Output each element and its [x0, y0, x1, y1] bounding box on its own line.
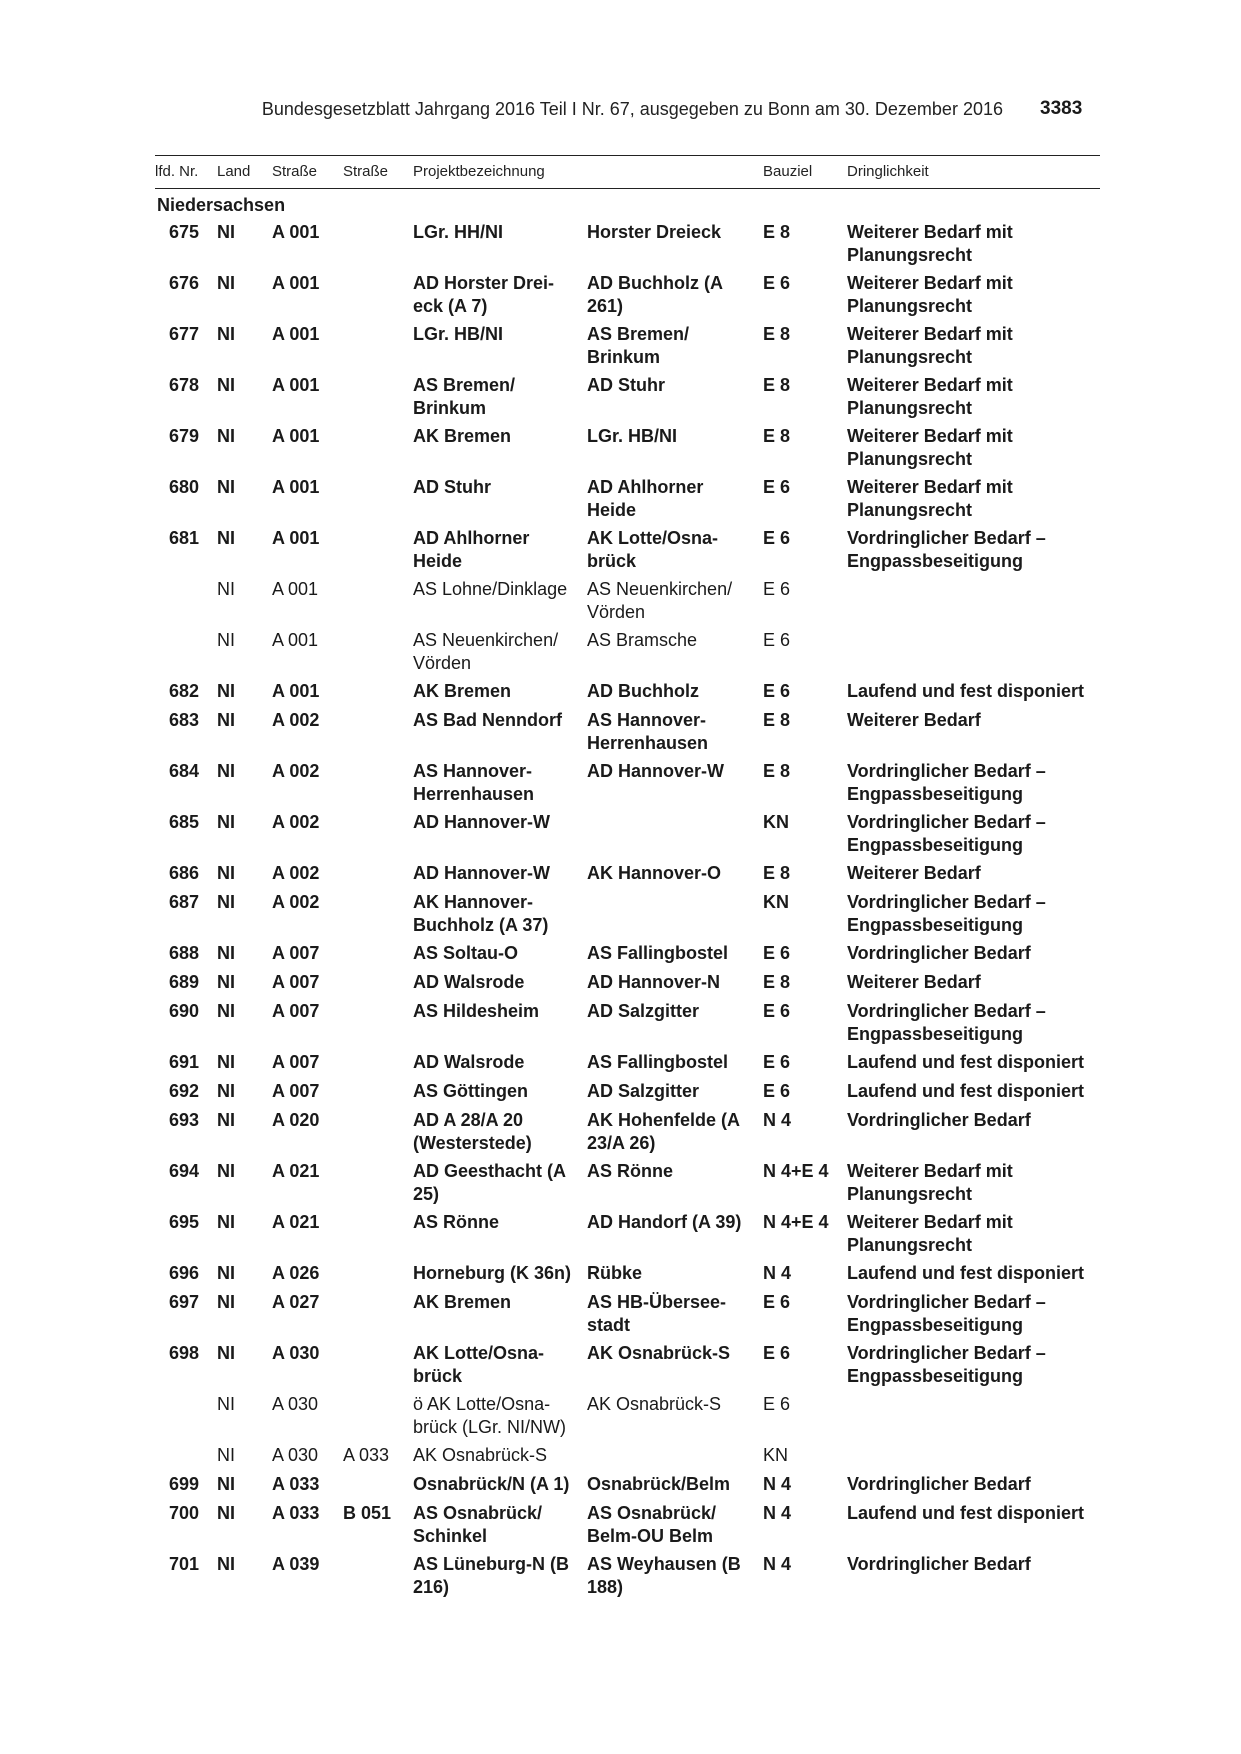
cell-nr: 687 — [168, 892, 199, 912]
cell-strasse-1: A 001 — [272, 324, 320, 344]
cell-land: NI — [217, 630, 235, 650]
cell-nr: 686 — [168, 863, 199, 883]
table-row — [155, 709, 1100, 760]
cell-bis: AK Osnabrück-S — [587, 1394, 722, 1414]
cell-strasse-1: A 021 — [272, 1212, 320, 1232]
cell-von: AD Hannover-W — [413, 863, 551, 883]
cell-bauziel: E 6 — [763, 943, 791, 963]
column-header-row — [155, 156, 1100, 188]
cell-bis: AD Stuhr — [587, 375, 665, 395]
cell-dringlichkeit: Laufend und fest disponiert — [847, 1052, 1084, 1072]
cell-dringlichkeit: Vordringlicher Bedarf – Engpassbeseitigung — [847, 528, 1046, 571]
cell-von: AS Lohne/Dinklage — [413, 579, 568, 599]
cell-land: NI — [217, 812, 235, 832]
cell-von: AD Stuhr — [413, 477, 491, 497]
cell-dringlichkeit: Weiterer Bedarf mit Planungsrecht — [847, 324, 1013, 367]
cell-dringlichkeit: Laufend und fest disponiert — [847, 681, 1084, 701]
cell-bis: Horster Dreieck — [587, 222, 722, 242]
cell-nr: 682 — [168, 681, 199, 701]
cell-bis: AD Buchholz (A 261) — [587, 273, 723, 316]
cell-bauziel: N 4+E 4 — [763, 1212, 829, 1232]
cell-land: NI — [217, 1161, 235, 1181]
cell-nr: 700 — [168, 1503, 199, 1523]
cell-bis: AD Handorf (A 39) — [587, 1212, 742, 1232]
cell-land: NI — [217, 375, 235, 395]
cell-bauziel: E 6 — [763, 528, 791, 548]
cell-bis: AK Hohenfelde (A 23/A 26) — [587, 1110, 740, 1153]
cell-dringlichkeit: Weiterer Bedarf — [847, 972, 981, 992]
cell-nr: 694 — [168, 1161, 199, 1181]
cell-dringlichkeit: Vordringlicher Bedarf – Engpassbeseitigung — [847, 1292, 1046, 1335]
cell-nr: 691 — [168, 1052, 199, 1072]
cell-bauziel: N 4 — [763, 1263, 792, 1283]
cell-dringlichkeit: Weiterer Bedarf — [847, 710, 981, 730]
cell-von: AS Bad Nenndorf — [413, 710, 563, 730]
cell-von: AD Walsrode — [413, 972, 525, 992]
cell-bauziel: N 4 — [763, 1554, 792, 1574]
cell-land: NI — [217, 761, 235, 781]
cell-von: AS Lüneburg-N (B 216) — [413, 1554, 569, 1597]
cell-von: AS Bremen/ Brinkum — [413, 375, 516, 418]
cell-land: NI — [217, 863, 235, 883]
cell-bauziel: E 6 — [763, 681, 791, 701]
cell-land: NI — [217, 1474, 235, 1494]
cell-dringlichkeit: Weiterer Bedarf mit Planungsrecht — [847, 222, 1013, 265]
cell-von: AK Lotte/Osna-brück — [413, 1343, 545, 1386]
cell-bis: AS Bremen/ Brinkum — [587, 324, 690, 367]
cell-von: AD Horster Drei-eck (A 7) — [413, 273, 555, 316]
table-row — [155, 1553, 1100, 1604]
cell-land: NI — [217, 943, 235, 963]
cell-nr: 693 — [168, 1110, 199, 1130]
cell-strasse-1: A 001 — [272, 273, 320, 293]
cell-dringlichkeit: Vordringlicher Bedarf — [847, 943, 1031, 963]
table-row — [155, 578, 1100, 629]
cell-von: LGr. HH/NI — [413, 222, 504, 242]
cell-bauziel: E 6 — [763, 579, 791, 599]
cell-nr: 698 — [168, 1343, 199, 1363]
cell-dringlichkeit: Weiterer Bedarf mit Planungsrecht — [847, 477, 1013, 520]
table-row — [155, 272, 1100, 323]
cell-dringlichkeit: Vordringlicher Bedarf — [847, 1554, 1031, 1574]
cell-von: AK Bremen — [413, 426, 512, 446]
cell-nr: 695 — [168, 1212, 199, 1232]
cell-dringlichkeit: Vordringlicher Bedarf — [847, 1474, 1031, 1494]
table-row — [155, 942, 1100, 971]
cell-bauziel: N 4 — [763, 1474, 792, 1494]
cell-land: NI — [217, 1292, 235, 1312]
cell-strasse-1: A 033 — [272, 1503, 320, 1523]
section-title: Niedersachsen — [157, 195, 286, 215]
cell-strasse-1: A 002 — [272, 892, 320, 912]
cell-bauziel: N 4 — [763, 1110, 792, 1130]
cell-bis: AS Weyhausen (B 188) — [587, 1554, 741, 1597]
cell-strasse-1: A 007 — [272, 1001, 320, 1021]
col-header-land: Land — [217, 163, 251, 180]
table-row — [155, 1342, 1100, 1393]
cell-von: AD Geesthacht (A 25) — [413, 1161, 566, 1204]
cell-bauziel: N 4 — [763, 1503, 792, 1523]
cell-nr: 677 — [168, 324, 199, 344]
cell-bauziel: E 6 — [763, 273, 791, 293]
cell-nr: 684 — [168, 761, 199, 781]
cell-von: Horneburg (K 36n) — [413, 1263, 572, 1283]
cell-land: NI — [217, 273, 235, 293]
cell-dringlichkeit: Weiterer Bedarf mit Planungsrecht — [847, 273, 1013, 316]
cell-nr: 699 — [168, 1474, 199, 1494]
cell-land: NI — [217, 1212, 235, 1232]
cell-land: NI — [217, 222, 235, 242]
cell-strasse-1: A 001 — [272, 579, 319, 599]
cell-land: NI — [217, 892, 235, 912]
cell-land: NI — [217, 1081, 235, 1101]
cell-nr: 675 — [168, 222, 199, 242]
cell-von: AS Neuenkirchen/ Vörden — [413, 630, 559, 673]
col-header-bauziel: Bauziel — [763, 163, 813, 180]
cell-strasse-1: A 030 — [272, 1445, 319, 1465]
cell-dringlichkeit: Laufend und fest disponiert — [847, 1081, 1084, 1101]
cell-bauziel: KN — [763, 812, 789, 832]
cell-bauziel: KN — [763, 1445, 789, 1465]
cell-von: ö AK Lotte/Osna-brück (LGr. NI/NW) — [413, 1394, 567, 1437]
cell-dringlichkeit: Vordringlicher Bedarf – Engpassbeseitigung — [847, 812, 1046, 855]
cell-nr: 689 — [168, 972, 199, 992]
cell-bauziel: E 8 — [763, 863, 791, 883]
cell-nr: 685 — [168, 812, 199, 832]
cell-strasse-1: A 001 — [272, 630, 319, 650]
cell-bis: AD Buchholz — [587, 681, 699, 701]
cell-land: NI — [217, 1263, 235, 1283]
cell-von: AS Hannover-Herrenhausen — [413, 761, 535, 804]
cell-bauziel: E 6 — [763, 477, 791, 497]
table-row — [155, 680, 1100, 709]
cell-dringlichkeit: Weiterer Bedarf mit Planungsrecht — [847, 375, 1013, 418]
cell-bis: AS Hannover-Herrenhausen — [587, 710, 709, 753]
table-row — [155, 221, 1100, 272]
cell-strasse-2: A 033 — [343, 1445, 390, 1465]
cell-strasse-1: A 033 — [272, 1474, 320, 1494]
cell-strasse-1: A 030 — [272, 1343, 320, 1363]
cell-nr: 690 — [168, 1001, 199, 1021]
cell-strasse-1: A 007 — [272, 972, 320, 992]
cell-strasse-1: A 026 — [272, 1263, 320, 1283]
cell-nr: 680 — [168, 477, 199, 497]
table-row — [155, 1211, 1100, 1262]
col-header-nr: lfd. Nr. — [155, 163, 199, 180]
cell-bis: AS Osnabrück/ Belm-OU Belm — [587, 1503, 717, 1546]
cell-von: AD Hannover-W — [413, 812, 551, 832]
cell-strasse-1: A 001 — [272, 375, 320, 395]
table-row — [155, 476, 1100, 527]
table-row — [155, 1444, 1100, 1473]
cell-land: NI — [217, 1052, 235, 1072]
cell-land: NI — [217, 579, 235, 599]
cell-bis: AS Fallingbostel — [587, 943, 729, 963]
cell-bauziel: E 8 — [763, 761, 791, 781]
cell-strasse-1: A 001 — [272, 426, 320, 446]
cell-bis: AS Neuenkirchen/ Vörden — [587, 579, 733, 622]
cell-von: AK Hannover-Buchholz (A 37) — [413, 892, 549, 935]
cell-strasse-1: A 027 — [272, 1292, 320, 1312]
cell-nr: 696 — [168, 1263, 199, 1283]
cell-land: NI — [217, 1001, 235, 1021]
cell-nr: 678 — [168, 375, 199, 395]
page-number: 3383 — [1040, 98, 1083, 119]
cell-von: AD Ahlhorner Heide — [413, 528, 530, 571]
cell-bauziel: E 6 — [763, 630, 791, 650]
cell-land: NI — [217, 681, 235, 701]
cell-bauziel: E 6 — [763, 1081, 791, 1101]
cell-von: AK Bremen — [413, 1292, 512, 1312]
cell-von: LGr. HB/NI — [413, 324, 504, 344]
cell-land: NI — [217, 1445, 235, 1465]
cell-bauziel: E 6 — [763, 1052, 791, 1072]
col-header-projekt: Projektbezeichnung — [413, 163, 545, 180]
cell-nr: 676 — [168, 273, 199, 293]
cell-bauziel: E 6 — [763, 1292, 791, 1312]
cell-strasse-1: A 007 — [272, 1052, 320, 1072]
cell-strasse-2: B 051 — [343, 1503, 392, 1523]
cell-bauziel: E 8 — [763, 972, 791, 992]
cell-bis: AS HB-Übersee-stadt — [587, 1292, 727, 1335]
cell-land: NI — [217, 426, 235, 446]
cell-von: AS Rönne — [413, 1212, 500, 1232]
cell-dringlichkeit: Laufend und fest disponiert — [847, 1503, 1084, 1523]
cell-land: NI — [217, 1343, 235, 1363]
cell-von: AS Hildesheim — [413, 1001, 540, 1021]
table-row — [155, 760, 1100, 811]
cell-bis: AD Salzgitter — [587, 1081, 700, 1101]
cell-von: Osnabrück/N (A 1) — [413, 1474, 570, 1494]
cell-strasse-1: A 002 — [272, 710, 320, 730]
cell-von: AD A 28/A 20 (Westerstede) — [413, 1110, 532, 1153]
table-row — [155, 629, 1100, 680]
cell-bis: AK Osnabrück-S — [587, 1343, 731, 1363]
cell-von: AD Walsrode — [413, 1052, 525, 1072]
cell-bauziel: E 8 — [763, 324, 791, 344]
table-row — [155, 1080, 1100, 1109]
cell-bauziel: E 8 — [763, 426, 791, 446]
cell-nr: 701 — [168, 1554, 199, 1574]
cell-nr: 679 — [168, 426, 199, 446]
table-row — [155, 1291, 1100, 1342]
table-row — [155, 1109, 1100, 1160]
col-header-strasse-2: Straße — [343, 163, 389, 180]
cell-bis: AK Hannover-O — [587, 863, 722, 883]
table-row — [155, 1262, 1100, 1291]
cell-von: AS Osnabrück/ Schinkel — [413, 1503, 543, 1546]
cell-nr: 688 — [168, 943, 199, 963]
cell-bis: AD Ahlhorner Heide — [587, 477, 704, 520]
cell-bauziel: E 6 — [763, 1343, 791, 1363]
table-row — [155, 971, 1100, 1000]
cell-strasse-1: A 030 — [272, 1394, 319, 1414]
cell-land: NI — [217, 528, 235, 548]
cell-strasse-1: A 001 — [272, 222, 320, 242]
cell-strasse-1: A 002 — [272, 812, 320, 832]
table-row — [155, 1051, 1100, 1080]
cell-bauziel: KN — [763, 892, 789, 912]
cell-dringlichkeit: Vordringlicher Bedarf – Engpassbeseitigung — [847, 1343, 1046, 1386]
table-row — [155, 1160, 1100, 1211]
table-row — [155, 862, 1100, 891]
table-row — [155, 323, 1100, 374]
cell-bis: AS Fallingbostel — [587, 1052, 729, 1072]
table-row — [155, 1393, 1100, 1444]
cell-dringlichkeit: Vordringlicher Bedarf — [847, 1110, 1031, 1130]
cell-land: NI — [217, 477, 235, 497]
cell-bauziel: N 4+E 4 — [763, 1161, 829, 1181]
table-body — [155, 221, 1100, 1604]
cell-bis: AD Salzgitter — [587, 1001, 700, 1021]
cell-bis: LGr. HB/NI — [587, 426, 678, 446]
cell-bis: Rübke — [587, 1263, 643, 1283]
cell-dringlichkeit: Vordringlicher Bedarf – Engpassbeseitigung — [847, 761, 1046, 804]
col-header-dringlichkeit: Dringlichkeit — [847, 163, 929, 180]
cell-nr: 692 — [168, 1081, 199, 1101]
cell-strasse-1: A 002 — [272, 863, 320, 883]
cell-dringlichkeit: Weiterer Bedarf — [847, 863, 981, 883]
table-row — [155, 425, 1100, 476]
cell-von: AS Göttingen — [413, 1081, 528, 1101]
cell-strasse-1: A 001 — [272, 528, 320, 548]
cell-von: AK Osnabrück-S — [413, 1445, 548, 1465]
cell-bis: AS Bramsche — [587, 630, 698, 650]
table-row — [155, 811, 1100, 862]
cell-land: NI — [217, 1503, 235, 1523]
cell-bis: Osnabrück/Belm — [587, 1474, 731, 1494]
cell-bauziel: E 8 — [763, 710, 791, 730]
cell-bauziel: E 8 — [763, 375, 791, 395]
table-row — [155, 1473, 1100, 1502]
cell-strasse-1: A 021 — [272, 1161, 320, 1181]
cell-land: NI — [217, 972, 235, 992]
cell-dringlichkeit: Weiterer Bedarf mit Planungsrecht — [847, 1161, 1013, 1204]
cell-nr: 683 — [168, 710, 199, 730]
cell-strasse-1: A 002 — [272, 761, 320, 781]
col-header-strasse-1: Straße — [272, 163, 318, 180]
project-table — [155, 155, 1100, 1604]
cell-dringlichkeit: Weiterer Bedarf mit Planungsrecht — [847, 426, 1013, 469]
table-row — [155, 1502, 1100, 1553]
cell-land: NI — [217, 324, 235, 344]
cell-bis: AK Lotte/Osna-brück — [587, 528, 719, 571]
table-row — [155, 527, 1100, 578]
cell-land: NI — [217, 1554, 235, 1574]
cell-land: NI — [217, 1110, 235, 1130]
cell-strasse-1: A 001 — [272, 477, 320, 497]
cell-nr: 697 — [168, 1292, 199, 1312]
cell-nr: 681 — [168, 528, 199, 548]
cell-strasse-1: A 020 — [272, 1110, 320, 1130]
cell-strasse-1: A 007 — [272, 943, 320, 963]
table-row — [155, 374, 1100, 425]
cell-bauziel: E 6 — [763, 1001, 791, 1021]
cell-bauziel: E 8 — [763, 222, 791, 242]
cell-land: NI — [217, 1394, 235, 1414]
cell-bis: AD Hannover-N — [587, 972, 721, 992]
cell-dringlichkeit: Laufend und fest disponiert — [847, 1263, 1084, 1283]
cell-dringlichkeit: Vordringlicher Bedarf – Engpassbeseitigung — [847, 1001, 1046, 1044]
cell-strasse-1: A 039 — [272, 1554, 320, 1574]
cell-land: NI — [217, 710, 235, 730]
cell-dringlichkeit: Vordringlicher Bedarf – Engpassbeseitigung — [847, 892, 1046, 935]
table-row — [155, 891, 1100, 942]
cell-dringlichkeit: Weiterer Bedarf mit Planungsrecht — [847, 1212, 1013, 1255]
cell-von: AS Soltau-O — [413, 943, 519, 963]
running-head: Bundesgesetzblatt Jahrgang 2016 Teil I Nr. 67, ausgegeben zu Bonn am 30. Dezember 2016 — [261, 99, 1003, 119]
cell-strasse-1: A 007 — [272, 1081, 320, 1101]
cell-bauziel: E 6 — [763, 1394, 791, 1414]
cell-bis: AD Hannover-W — [587, 761, 725, 781]
cell-strasse-1: A 001 — [272, 681, 320, 701]
cell-von: AK Bremen — [413, 681, 512, 701]
table-row — [155, 1000, 1100, 1051]
cell-bis: AS Rönne — [587, 1161, 674, 1181]
